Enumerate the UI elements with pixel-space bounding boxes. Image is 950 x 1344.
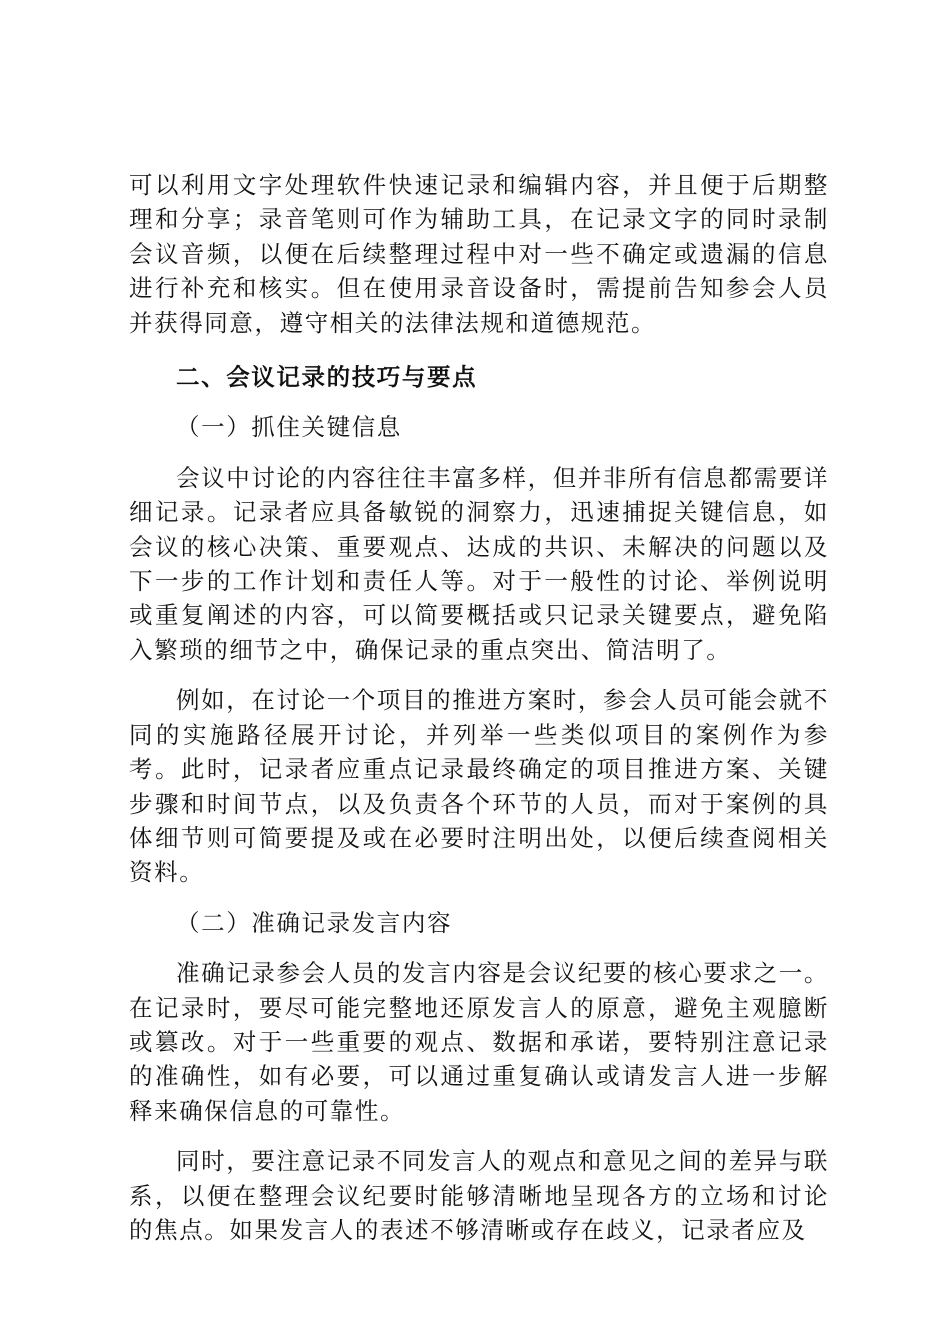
subsection-heading: （一）抓住关键信息	[176, 413, 402, 442]
document-page	[129, 168, 829, 1247]
body-paragraph: 可以利用文字处理软件快速记录和编辑内容，并且便于后期整理和分享；录音笔则可作为辅助工具，在记录文字的同时录制会议音频，以便在后续整理过程中对一些不确定或遗漏的信息进行补充和核实。但在使用录音设备时，需提前告知参会人员并获得同意，遵守相关的法律法规和道德规范。	[129, 171, 829, 337]
section-heading: 二、会议记录的技巧与要点	[176, 363, 478, 392]
body-paragraph: 准确记录参会人员的发言内容是会议纪要的核心要求之一。在记录时，要尽可能完整地还原发言人的原意，避免主观臆断或篡改。对于一些重要的观点、数据和承诺，要特别注意记录的准确性，如有必要，可以通过重复确认或请发言人进一步解释来确保信息的可靠性。	[129, 959, 829, 1125]
body-paragraph: 同时，要注意记录不同发言人的观点和意见之间的差异与联系，以便在整理会议纪要时能够清晰地呈现各方的立场和讨论的焦点。如果发言人的表述不够清晰或存在歧义，记录者应及	[129, 1147, 829, 1244]
body-paragraph: 例如，在讨论一个项目的推进方案时，参会人员可能会就不同的实施路径展开讨论，并列举一些类似项目的案例作为参考。此时，记录者应重点记录最终确定的项目推进方案、关键步骤和时间节点，以及负责各个环节的人员，而对于案例的具体细节则可简要提及或在必要时注明出处，以便后续查阅相关资料。	[129, 686, 829, 887]
body-paragraph: 会议中讨论的内容往往丰富多样，但并非所有信息都需要详细记录。记录者应具备敏锐的洞察力，迅速捕捉关键信息，如会议的核心决策、重要观点、达成的共识、未解决的问题以及下一步的工作计划和责任人等。对于一般性的讨论、举例说明或重复阐述的内容，可以简要概括或只记录关键要点，避免陷入繁琐的细节之中，确保记录的重点突出、简洁明了。	[129, 463, 829, 664]
subsection-heading: （二）准确记录发言内容	[176, 908, 453, 937]
